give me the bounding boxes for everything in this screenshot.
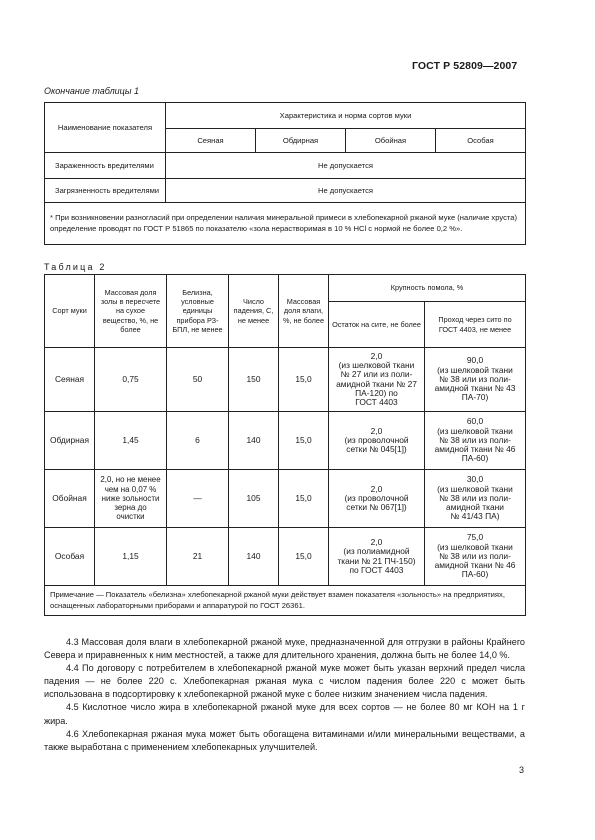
table1-header-grade: Обойная — [346, 129, 436, 153]
cell-whiteness: 6 — [167, 412, 229, 470]
table1-footnote: * При возникновении разногласий при определении наличия минеральной примеси в хлебопекарной ржаной муке (наличие хруста) определение проводят по ГОСТ Р 51865 по показателю «зола нерастворимая в 10 % HCl с нормой не более 0,2 %». — [45, 203, 526, 245]
cell-grade: Сеяная — [45, 348, 95, 412]
cell-falling-number: 150 — [229, 348, 279, 412]
paragraph: 4.6 Хлебопекарная ржаная мука может быть обогащена витаминами и/или минеральными веществами, а также выработана с применением хлебопекарных улучшителей. — [44, 728, 525, 752]
paragraph: 4.4 По договору с потребителем в хлебопекарной ржаной муке может быть указан верхний предел числа падения — не более 220 с. Хлебопекарная ржаная мука с числом падения более 220 с может быть использована в подсортировку к хлебопекарной ржаной муке с более низким значением числа падения. — [44, 663, 525, 700]
cell-grade: Обдирная — [45, 412, 95, 470]
table-row — [45, 179, 526, 203]
table-row — [45, 528, 526, 586]
cell-grade: Особая — [45, 528, 95, 586]
table2 — [44, 274, 526, 616]
cell-moisture: 15,0 — [279, 470, 329, 528]
cell-moisture: 15,0 — [279, 348, 329, 412]
row-value: Не допускается — [166, 179, 526, 203]
cell-passage: 60,0 (из шелковой ткани № 38 или из поли- амидной ткани № 46 ПА-60) — [425, 412, 526, 470]
page-number: 3 — [519, 765, 525, 775]
cell-grade: Обойная — [45, 470, 95, 528]
paragraph: 4.3 Массовая доля влаги в хлебопекарной ржаной муке, предназначенной для отгрузки в районы Крайнего Севера и приравненных к ним местностей, а также для длительного хранения, должна быть не более 14,0 %. — [44, 637, 525, 661]
table2-header-ash: Массовая доля золы в пересчете на сухое вещество, %, не более — [95, 275, 167, 348]
cell-falling-number: 105 — [229, 470, 279, 528]
row-value: Не допускается — [166, 153, 526, 179]
table1-header-group: Характеристика и норма сортов муки — [166, 103, 526, 129]
table1-header-grade: Особая — [436, 129, 526, 153]
table-row — [45, 348, 526, 412]
table2-header-moisture: Массовая доля влаги, %, не более — [279, 275, 329, 348]
cell-residue: 2,0 (из полиамидной ткани № 21 ПЧ-150) по ГОСТ 4403 — [329, 528, 425, 586]
cell-moisture: 15,0 — [279, 528, 329, 586]
cell-residue: 2,0 (из проволочной сетки № 045[1]) — [329, 412, 425, 470]
cell-whiteness: 50 — [167, 348, 229, 412]
table2-caption: Таблица 2 — [44, 262, 107, 272]
row-name: Зараженность вредителями — [45, 153, 166, 179]
body-text — [44, 636, 525, 754]
cell-moisture: 15,0 — [279, 412, 329, 470]
table1-caption: Окончание таблицы 1 — [44, 86, 139, 96]
table2-header-passage: Проход через сито по ГОСТ 4403, не менее — [425, 302, 526, 348]
table-row — [45, 470, 526, 528]
table-row — [45, 153, 526, 179]
table2-header-grind: Крупность помола, % — [329, 275, 526, 302]
table2-header-whiteness: Белизна, условные единицы прибора РЗ-БПЛ, не менее — [167, 275, 229, 348]
cell-falling-number: 140 — [229, 528, 279, 586]
table-row — [45, 412, 526, 470]
cell-ash: 0,75 — [95, 348, 167, 412]
paragraph: 4.5 Кислотное число жира в хлебопекарной ржаной муке для всех сортов — не более 80 мг КОН на 1 г жира. — [44, 702, 525, 726]
table1-header-indicator: Наименование показателя — [45, 103, 166, 153]
table1-header-grade: Сеяная — [166, 129, 256, 153]
table2-header-residue: Остаток на сите, не более — [329, 302, 425, 348]
table2-header-falling-number: Число падения, С, не менее — [229, 275, 279, 348]
row-name: Загрязненность вредителями — [45, 179, 166, 203]
table2-header-grade: Сорт муки — [45, 275, 95, 348]
cell-ash: 2,0, но не менее чем на 0,07 % ниже зольности зерна до очистки — [95, 470, 167, 528]
cell-whiteness: 21 — [167, 528, 229, 586]
cell-passage: 90,0 (из шелковой ткани № 38 или из поли- амидной ткани № 43 ПА-70) — [425, 348, 526, 412]
cell-passage: 75,0 (из шелковой ткани № 38 или из поли- амидной ткани № 46 ПА-60) — [425, 528, 526, 586]
cell-residue: 2,0 (из проволочной сетки № 067[1]) — [329, 470, 425, 528]
table1-header-grade: Обдирная — [256, 129, 346, 153]
table2-note: Примечание — Показатель «белизна» хлебопекарной ржаной муки действует взамен показателя «зольность» на предприятиях, оснащенных лабораторными приборами и аппаратурой по ГОСТ 26361. — [45, 586, 526, 616]
cell-whiteness: — — [167, 470, 229, 528]
cell-ash: 1,45 — [95, 412, 167, 470]
document-code: ГОСТ Р 52809—2007 — [412, 60, 518, 72]
table1 — [44, 102, 526, 245]
cell-falling-number: 140 — [229, 412, 279, 470]
cell-passage: 30,0 (из шелковой ткани № 38 или из поли- амидной ткани № 41/43 ПА) — [425, 470, 526, 528]
cell-residue: 2,0 (из шелковой ткани № 27 или из поли- амидной ткани № 27 ПА-120) по ГОСТ 4403 — [329, 348, 425, 412]
cell-ash: 1,15 — [95, 528, 167, 586]
